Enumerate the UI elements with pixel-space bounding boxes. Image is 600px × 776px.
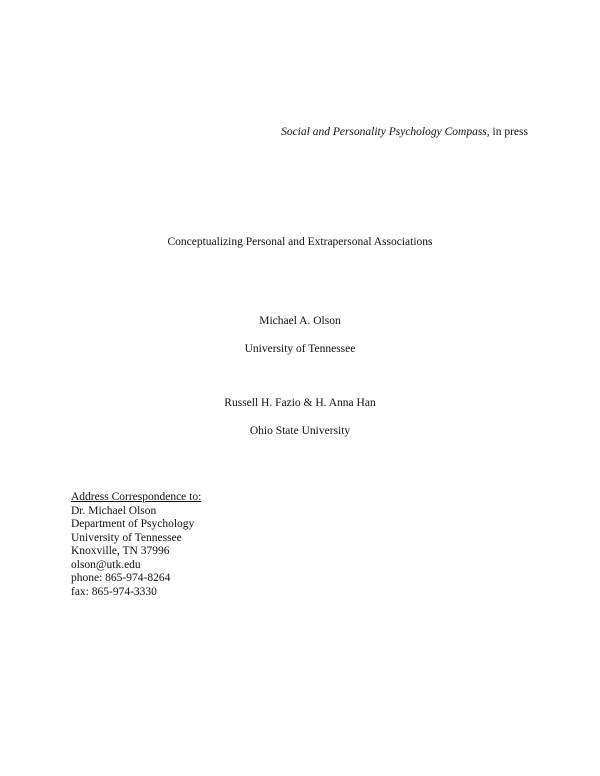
journal-status: , in press <box>486 126 528 138</box>
correspondence-fax: fax: 865-974-3330 <box>71 585 157 598</box>
author-primary: Michael A. Olson <box>259 315 341 327</box>
affiliation-primary: University of Tennessee <box>244 343 356 355</box>
correspondence-block <box>71 491 201 599</box>
correspondence-email: olson@utk.edu <box>71 558 141 571</box>
correspondence-city: Knoxville, TN 37996 <box>71 545 170 557</box>
author-secondary: Russell H. Fazio & H. Anna Han <box>224 397 376 409</box>
correspondence-institution: University of Tennessee <box>71 531 182 544</box>
correspondence-phone: phone: 865-974-8264 <box>71 572 171 584</box>
journal-name: Social and Personality Psychology Compass <box>281 126 487 138</box>
paper-title: Conceptualizing Personal and Extrapersonal Associations <box>167 236 433 248</box>
correspondence-heading: Address Correspondence to: <box>71 491 202 503</box>
correspondence-name: Dr. Michael Olson <box>71 504 157 517</box>
journal-line <box>281 126 528 140</box>
correspondence-department: Department of Psychology <box>71 518 195 530</box>
affiliation-secondary: Ohio State University <box>249 425 351 437</box>
